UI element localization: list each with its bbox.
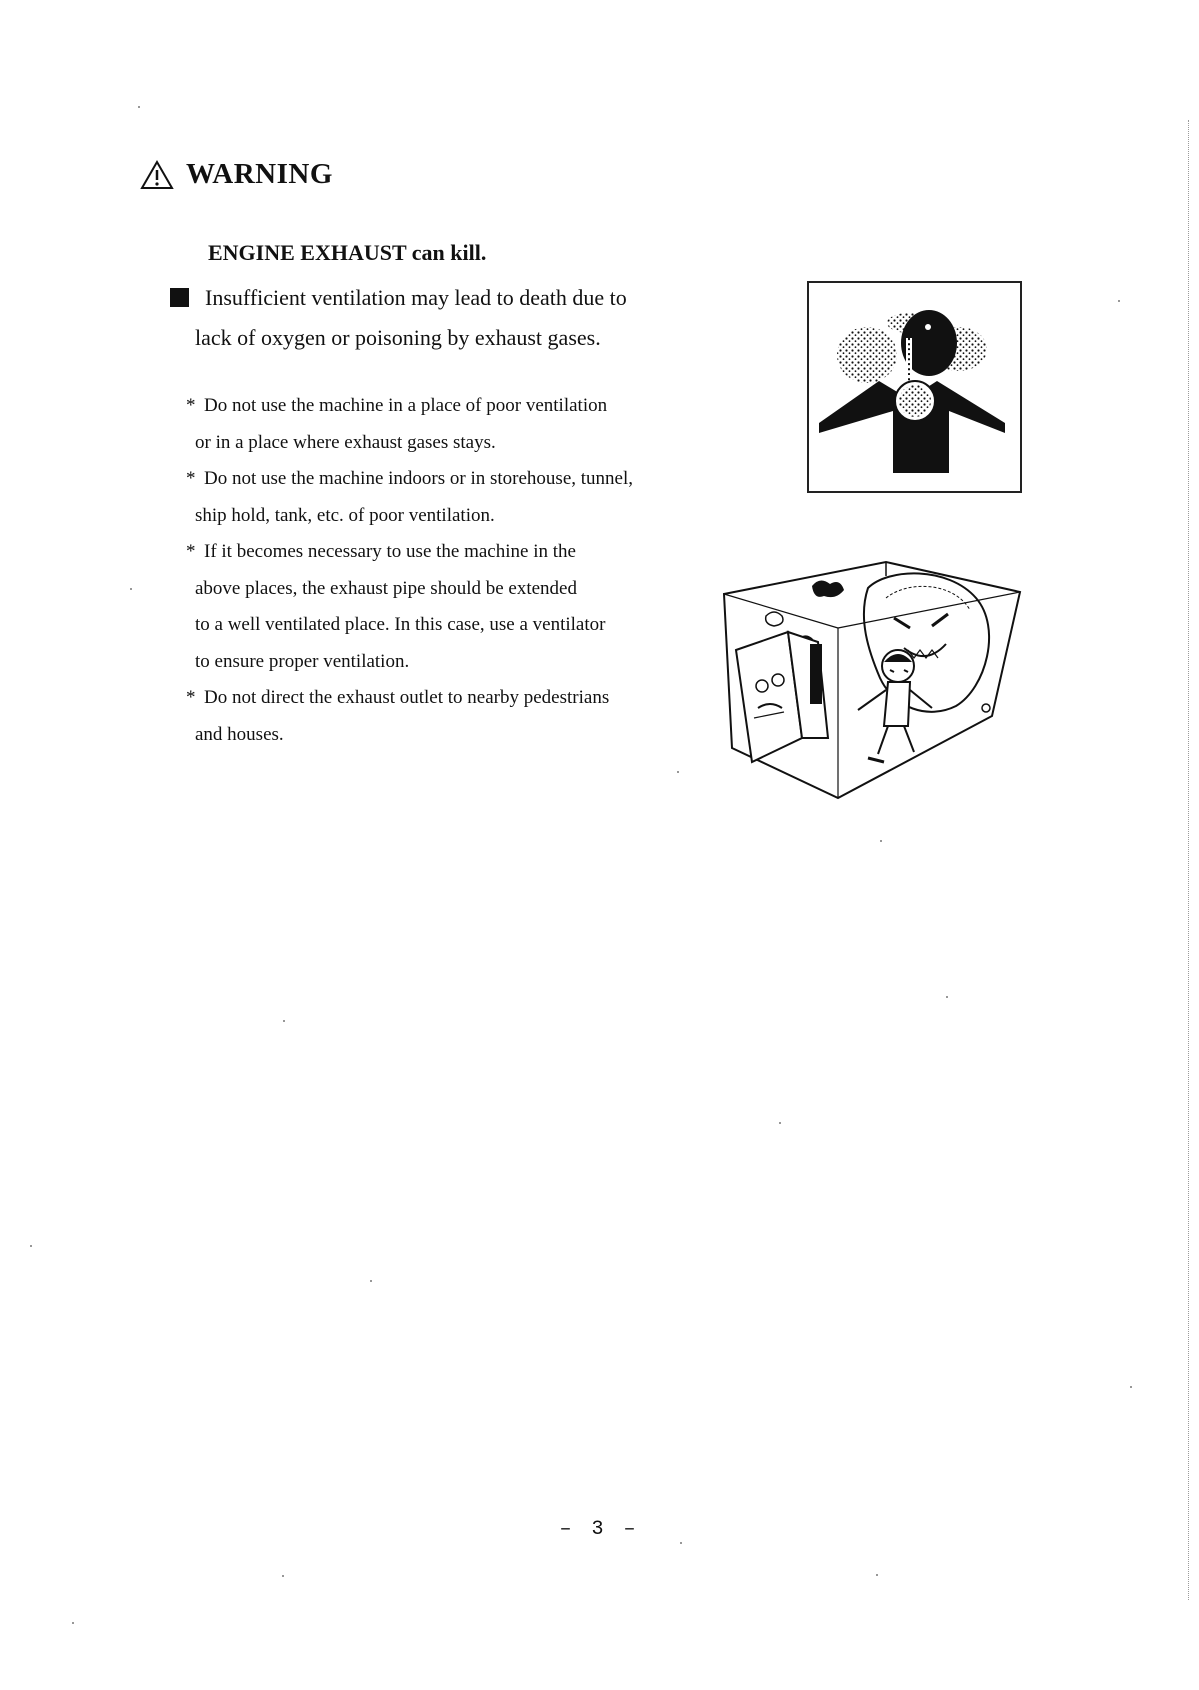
precaution-text: Do not use the machine indoors or in storehouse, tunnel,	[204, 468, 634, 489]
precaution-text: If it becomes necessary to use the machine in the	[204, 541, 576, 562]
scan-speck	[779, 1122, 781, 1124]
enclosed-room-exhaust-illustration	[718, 558, 1024, 804]
toxic-gas-person-icon	[809, 283, 1020, 491]
precaution-item-1	[186, 388, 746, 461]
precaution-text: ship hold, tank, etc. of poor ventilation.	[195, 504, 495, 526]
scan-speck	[30, 1245, 32, 1247]
precaution-text: above places, the exhaust pipe should be extended	[195, 577, 577, 599]
scan-speck	[130, 588, 132, 590]
precaution-text: to ensure proper ventilation.	[195, 650, 410, 672]
scan-speck	[72, 1622, 74, 1624]
scan-speck	[876, 1574, 878, 1576]
precaution-text: and houses.	[195, 723, 284, 745]
lead-line-2: lack of oxygen or poisoning by exhaust gases.	[195, 325, 601, 350]
precaution-list	[186, 388, 746, 753]
page-number: – 3 –	[559, 1518, 640, 1541]
scan-speck	[283, 1020, 285, 1022]
asterisk-bullet: *	[186, 395, 196, 416]
scan-speck	[1130, 1386, 1132, 1388]
precaution-item-3	[186, 534, 746, 680]
precaution-item-2	[186, 461, 746, 534]
lead-line-1: Insufficient ventilation may lead to death due to	[205, 285, 627, 310]
scan-speck	[282, 1575, 284, 1577]
engine-exhaust-heading: ENGINE EXHAUST can kill.	[208, 240, 487, 265]
scan-speck	[946, 996, 948, 998]
scan-speck	[680, 1542, 682, 1544]
warning-heading	[140, 158, 333, 191]
scan-speck	[138, 106, 140, 108]
asterisk-bullet: *	[186, 468, 196, 489]
square-bullet-icon	[170, 288, 189, 307]
lead-warning-text	[170, 278, 730, 358]
warning-triangle-icon	[140, 160, 174, 190]
precaution-text: Do not direct the exhaust outlet to nearby pedestrians	[204, 687, 610, 708]
asterisk-bullet: *	[186, 541, 196, 562]
scan-speck	[370, 1280, 372, 1282]
warning-title: WARNING	[186, 158, 333, 190]
scan-edge-line	[1188, 120, 1189, 1600]
exhaust-hazard-pictogram	[807, 281, 1022, 493]
precaution-text: Do not use the machine in a place of poor ventilation	[204, 395, 608, 416]
precaution-text: to a well ventilated place. In this case, use a ventilator	[195, 614, 606, 635]
scan-speck	[677, 771, 679, 773]
precaution-text: or in a place where exhaust gases stays.	[195, 431, 496, 453]
scan-speck	[1118, 300, 1120, 302]
precaution-item-4	[186, 680, 746, 753]
scan-speck	[880, 840, 882, 842]
asterisk-bullet: *	[186, 687, 196, 708]
